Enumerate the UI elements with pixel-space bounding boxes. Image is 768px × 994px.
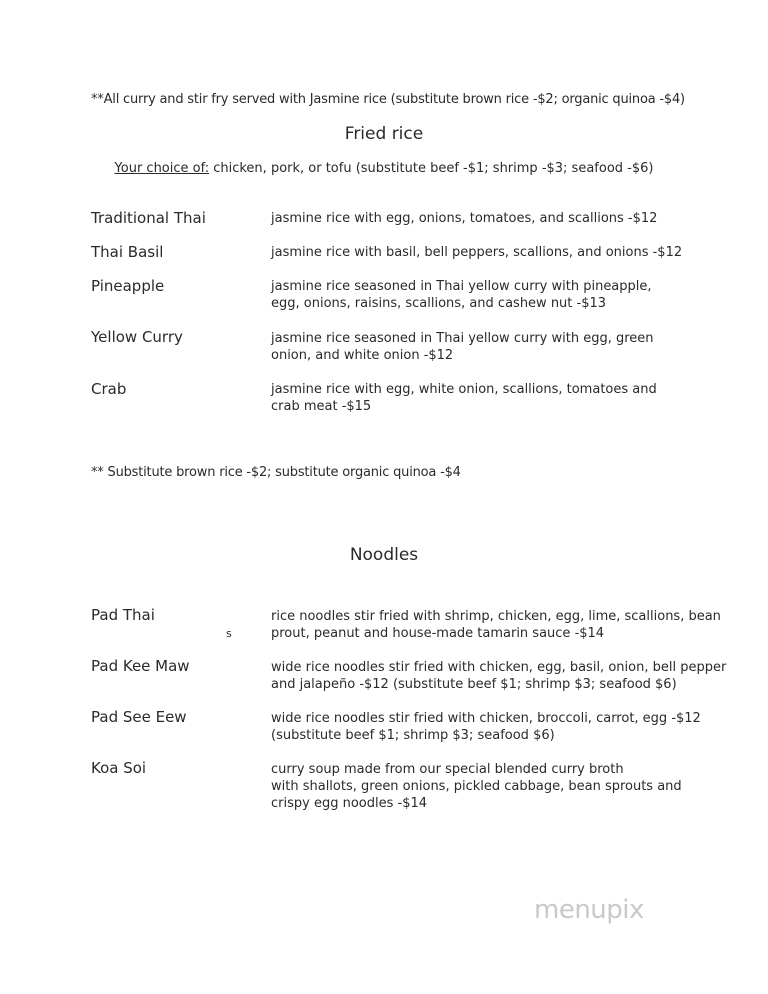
desc-line: curry soup made from our special blended curry broth bbox=[271, 762, 624, 777]
menu-item-desc bbox=[271, 710, 701, 744]
choice-text: chicken, pork, or tofu (substitute beef -$1; shrimp -$3; seafood -$6) bbox=[209, 161, 654, 176]
fried-rice-title: Fried rice bbox=[344, 124, 424, 144]
menu-item-desc bbox=[271, 244, 682, 261]
menu-item-name: Pad See Eew bbox=[91, 708, 187, 726]
menu-item-desc bbox=[271, 659, 726, 693]
menu-item-name: Crab bbox=[91, 380, 127, 398]
menu-item-name: Pineapple bbox=[91, 277, 165, 295]
desc-line: jasmine rice seasoned in Thai yellow curry with pineapple, bbox=[271, 279, 652, 294]
desc-line: prout, peanut and house-made tamarin sauce -$14 bbox=[271, 626, 605, 641]
desc-line: wide rice noodles stir fried with chicken, egg, basil, onion, bell pepper bbox=[271, 660, 727, 675]
menu-item-name: Pad Thai bbox=[91, 606, 155, 624]
desc-line: jasmine rice with egg, white onion, scallions, tomatoes and bbox=[271, 382, 657, 397]
desc-line: wide rice noodles stir fried with chicken, broccoli, carrot, egg -$12 bbox=[271, 711, 701, 726]
menupix-watermark: menupix bbox=[534, 895, 644, 925]
menu-item-name: Traditional Thai bbox=[91, 209, 206, 227]
desc-line: jasmine rice seasoned in Thai yellow curry with egg, green bbox=[271, 331, 654, 346]
menu-item-name: Thai Basil bbox=[91, 243, 164, 261]
menu-item-desc bbox=[271, 761, 682, 812]
menu-item-name: Yellow Curry bbox=[91, 328, 183, 346]
desc-line: rice noodles stir fried with shrimp, chicken, egg, lime, scallions, bean bbox=[271, 609, 721, 624]
stray-character: s bbox=[226, 627, 232, 640]
menu-item-name: Koa Soi bbox=[91, 759, 147, 777]
menu-item-desc bbox=[271, 608, 721, 642]
choice-label: Your choice of: bbox=[114, 161, 210, 176]
desc-line: (substitute beef $1; shrimp $3; seafood $6) bbox=[271, 728, 555, 743]
noodles-title: Noodles bbox=[349, 545, 419, 565]
menu-item-desc bbox=[271, 330, 654, 364]
desc-line: jasmine rice with basil, bell peppers, scallions, and onions -$12 bbox=[271, 245, 683, 260]
desc-line: and jalapeño -$12 (substitute beef $1; shrimp $3; seafood $6) bbox=[271, 677, 677, 692]
rice-note: **All curry and stir fry served with Jasmine rice (substitute brown rice -$2; organic quinoa -$4) bbox=[91, 92, 685, 107]
menu-item-desc bbox=[271, 381, 657, 415]
desc-line: with shallots, green onions, pickled cabbage, bean sprouts and bbox=[271, 779, 682, 794]
desc-line: crispy egg noodles -$14 bbox=[271, 796, 428, 811]
menu-item-desc bbox=[271, 278, 652, 312]
desc-line: egg, onions, raisins, scallions, and cashew nut -$13 bbox=[271, 296, 607, 311]
desc-line: onion, and white onion -$12 bbox=[271, 348, 454, 363]
desc-line: crab meat -$15 bbox=[271, 399, 372, 414]
protein-choice-line bbox=[0, 161, 768, 176]
fried-rice-footnote: ** Substitute brown rice -$2; substitute organic quinoa -$4 bbox=[91, 465, 461, 480]
menu-item-name: Pad Kee Maw bbox=[91, 657, 190, 675]
menu-item-desc bbox=[271, 210, 657, 227]
desc-line: jasmine rice with egg, onions, tomatoes, and scallions -$12 bbox=[271, 211, 658, 226]
